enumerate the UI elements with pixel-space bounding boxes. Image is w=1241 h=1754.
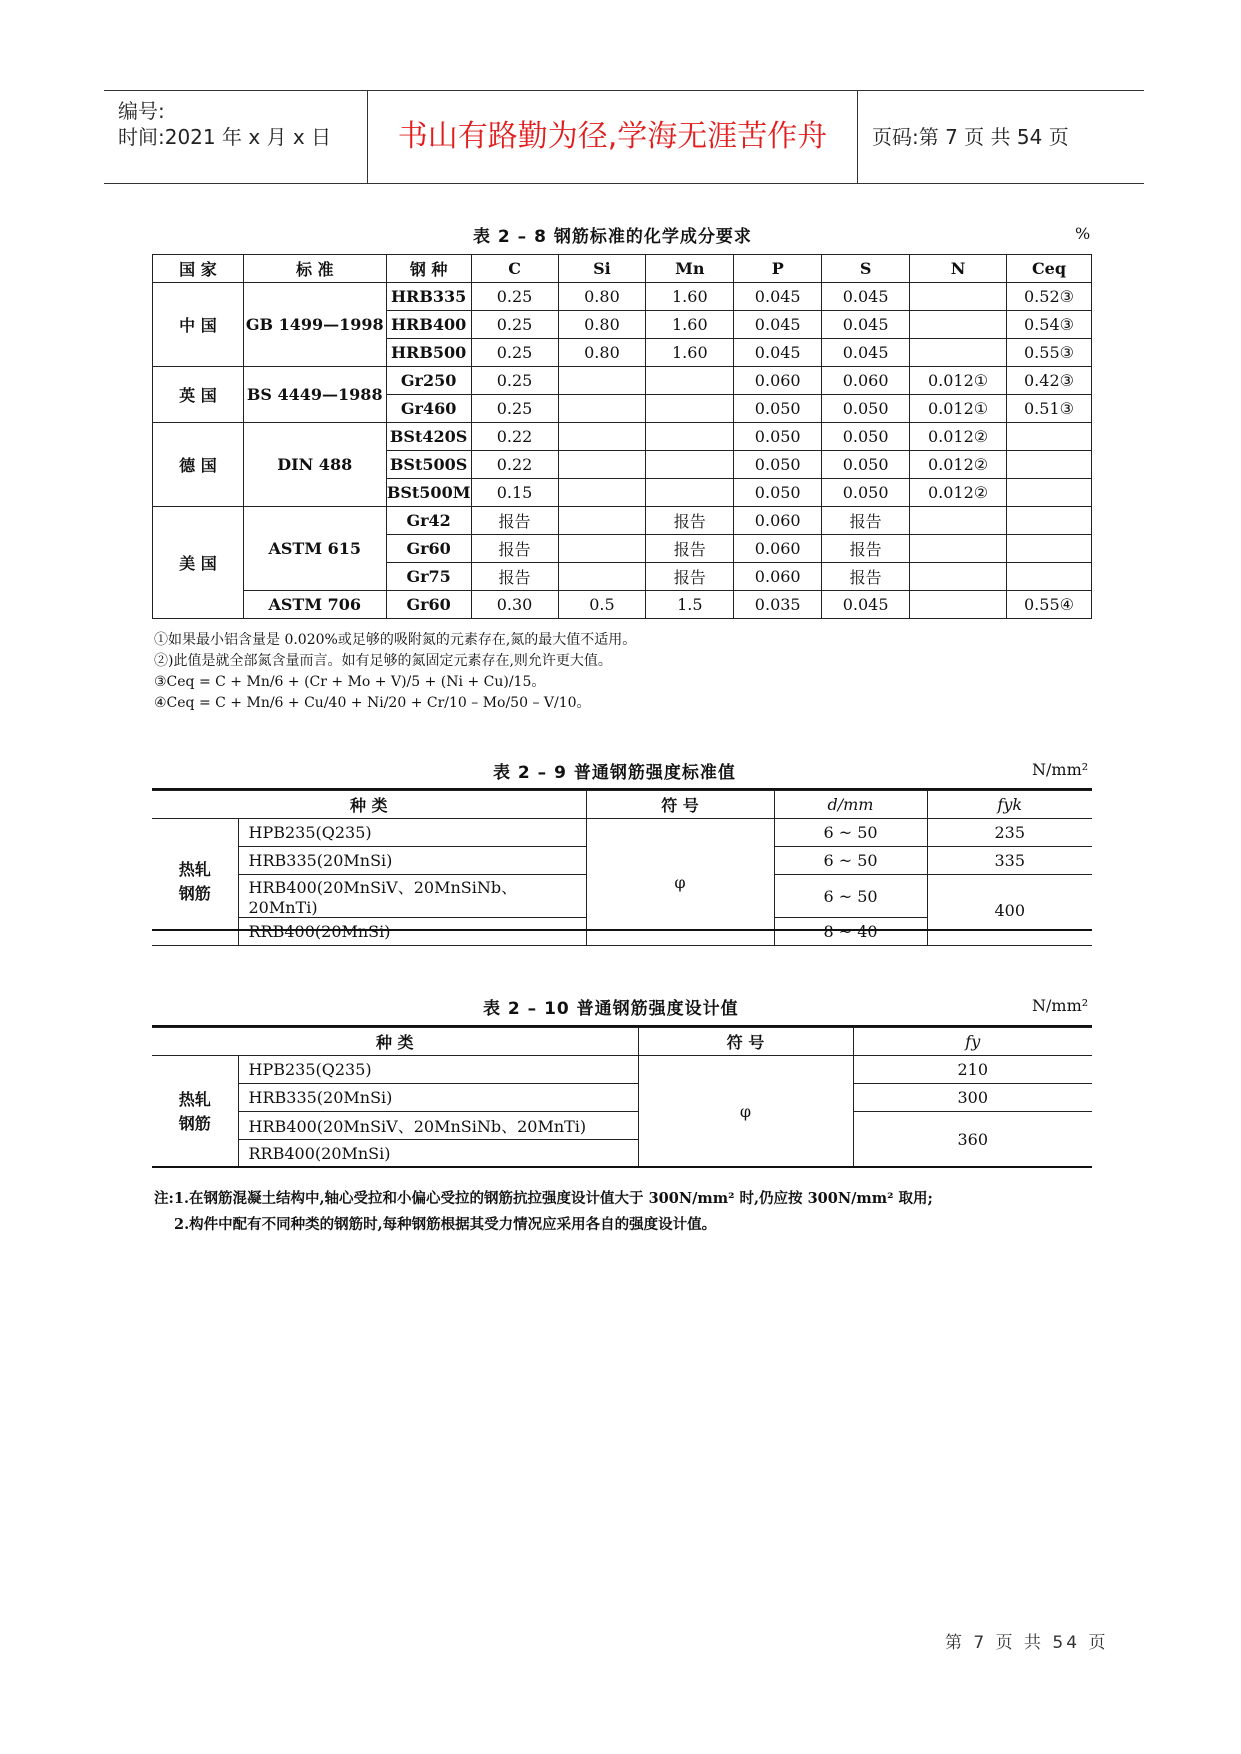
n-cell: 0.012② xyxy=(910,479,1007,507)
mn-cell: 报告 xyxy=(646,563,734,591)
standard-cell: GB 1499—1998 xyxy=(243,283,386,367)
mn-cell xyxy=(646,479,734,507)
group-label-line2: 钢筋 xyxy=(178,884,211,903)
p-cell: 0.035 xyxy=(734,591,822,619)
table-2-9 xyxy=(152,790,1092,946)
n-cell xyxy=(910,535,1007,563)
type-cell: RRB400(20MnSi) xyxy=(238,1140,638,1168)
grade-cell: Gr75 xyxy=(386,563,471,591)
s-cell: 0.050 xyxy=(822,395,910,423)
si-cell xyxy=(558,395,646,423)
n-cell xyxy=(910,339,1007,367)
mn-cell: 报告 xyxy=(646,507,734,535)
s-cell: 报告 xyxy=(822,535,910,563)
ceq-cell xyxy=(1006,535,1091,563)
table-2-10-bottom-rule xyxy=(152,1166,1092,1168)
standard-cell: DIN 488 xyxy=(243,423,386,507)
table-2-10 xyxy=(152,1027,1092,1168)
table-row xyxy=(153,507,1092,535)
type-cell: HPB235(Q235) xyxy=(238,1056,638,1084)
n-cell: 0.012② xyxy=(910,423,1007,451)
group-label-line1: 热轧 xyxy=(178,860,211,879)
ceq-cell xyxy=(1006,451,1091,479)
fy-cell: 360 xyxy=(853,1112,1092,1168)
type-cell: RRB400(20MnSi) xyxy=(238,918,586,946)
fyk-cell: 335 xyxy=(927,847,1092,875)
table-row xyxy=(152,1084,1092,1112)
ceq-cell: 0.54③ xyxy=(1006,311,1091,339)
col-header-fy: fy xyxy=(853,1028,1092,1056)
grade-cell: BSt420S xyxy=(386,423,471,451)
n-cell: 0.012① xyxy=(910,395,1007,423)
col-header-s: S xyxy=(822,255,910,283)
n-cell xyxy=(910,283,1007,311)
si-cell xyxy=(558,507,646,535)
diameter-cell: 6 ~ 50 xyxy=(774,875,927,918)
p-cell: 0.050 xyxy=(734,451,822,479)
mn-cell: 1.60 xyxy=(646,339,734,367)
header-page-info: 页码:第 7 页 共 54 页 xyxy=(872,125,1069,149)
grade-cell: HRB335 xyxy=(386,283,471,311)
col-header-p: P xyxy=(734,255,822,283)
mn-cell: 1.60 xyxy=(646,311,734,339)
type-cell: HRB400(20MnSiV、20MnSiNb、20MnTi) xyxy=(238,1112,638,1140)
ceq-cell: 0.52③ xyxy=(1006,283,1091,311)
scanned-document xyxy=(148,210,1098,1260)
group-label-line1: 热轧 xyxy=(178,1089,211,1109)
ceq-cell: 0.55③ xyxy=(1006,339,1091,367)
note-4: ④Ceq = C + Mn/6 + Cu/40 + Ni/20 + Cr/10 – Mo/50 – V/10。 xyxy=(154,695,591,711)
table-row xyxy=(153,367,1092,395)
time-label: 时间:2021 年 x 月 x 日 xyxy=(118,125,332,149)
si-cell xyxy=(558,423,646,451)
p-cell: 0.045 xyxy=(734,283,822,311)
grade-cell: Gr60 xyxy=(386,591,471,619)
type-cell: HRB400(20MnSiV、20MnSiNb、20MnTi) xyxy=(238,875,586,918)
p-cell: 0.060 xyxy=(734,367,822,395)
grade-cell: BSt500M xyxy=(386,479,471,507)
diameter-cell: 6 ~ 50 xyxy=(774,819,927,847)
si-cell: 0.80 xyxy=(558,339,646,367)
s-cell: 报告 xyxy=(822,563,910,591)
si-cell xyxy=(558,367,646,395)
type-cell: HRB335(20MnSi) xyxy=(238,847,586,875)
standard-cell: BS 4449—1988 xyxy=(243,367,386,423)
note-3: ③Ceq = C + Mn/6 + (Cr + Mo + V)/5 + (Ni + Cu)/15。 xyxy=(154,674,546,690)
table-header-row xyxy=(153,255,1092,283)
page-footer: 第 7 页 共 54 页 xyxy=(945,1633,1109,1653)
table-row xyxy=(152,1112,1092,1140)
table-row xyxy=(152,1056,1092,1084)
standard-cell: ASTM 615 xyxy=(243,507,386,591)
note-1: 注:1.在钢筋混凝土结构中,轴心受拉和小偏心受拉的钢筋抗拉强度设计值大于 300N/mm² 时,仍应按 300N/mm² 取用; xyxy=(154,1190,933,1207)
p-cell: 0.050 xyxy=(734,395,822,423)
ceq-cell: 0.42③ xyxy=(1006,367,1091,395)
s-cell: 0.050 xyxy=(822,423,910,451)
country-cell: 德 国 xyxy=(153,423,244,507)
grade-cell: Gr460 xyxy=(386,395,471,423)
fyk-cell: 400 xyxy=(927,875,1092,946)
si-cell xyxy=(558,535,646,563)
si-cell xyxy=(558,563,646,591)
c-cell: 0.30 xyxy=(471,591,558,619)
ceq-cell: 0.55④ xyxy=(1006,591,1091,619)
n-cell xyxy=(910,591,1007,619)
grade-cell: BSt500S xyxy=(386,451,471,479)
c-cell: 0.22 xyxy=(471,423,558,451)
col-header-type: 种 类 xyxy=(152,791,586,819)
col-header-n: N xyxy=(910,255,1007,283)
mn-cell xyxy=(646,367,734,395)
note-2: 2.构件中配有不同种类的钢筋时,每种钢筋根据其受力情况应采用各自的强度设计值。 xyxy=(174,1216,717,1233)
c-cell: 0.25 xyxy=(471,283,558,311)
col-header-si: Si xyxy=(558,255,646,283)
s-cell: 0.045 xyxy=(822,591,910,619)
grade-cell: Gr60 xyxy=(386,535,471,563)
grade-cell: Gr250 xyxy=(386,367,471,395)
s-cell: 0.045 xyxy=(822,339,910,367)
table-2-8-unit: % xyxy=(1075,224,1091,243)
group-label xyxy=(152,1056,238,1168)
s-cell: 0.050 xyxy=(822,479,910,507)
ceq-cell xyxy=(1006,507,1091,535)
grade-cell: HRB400 xyxy=(386,311,471,339)
n-cell xyxy=(910,563,1007,591)
p-cell: 0.060 xyxy=(734,507,822,535)
col-header-standard: 标 准 xyxy=(243,255,386,283)
table-row xyxy=(152,819,1092,847)
col-header-diameter: d/mm xyxy=(774,791,927,819)
n-cell: 0.012② xyxy=(910,451,1007,479)
header-meta xyxy=(104,91,368,183)
s-cell: 0.045 xyxy=(822,283,910,311)
diameter-cell: 6 ~ 50 xyxy=(774,847,927,875)
table-2-8-title: 表 2 – 8 钢筋标准的化学成分要求 xyxy=(473,227,752,247)
col-header-ceq: Ceq xyxy=(1006,255,1091,283)
fyk-cell: 235 xyxy=(927,819,1092,847)
ceq-cell xyxy=(1006,423,1091,451)
col-header-mn: Mn xyxy=(646,255,734,283)
ceq-cell xyxy=(1006,563,1091,591)
table-2-9-title: 表 2 – 9 普通钢筋强度标准值 xyxy=(493,763,736,783)
si-cell xyxy=(558,451,646,479)
s-cell: 0.050 xyxy=(822,451,910,479)
table-2-8-notes xyxy=(154,630,636,714)
p-cell: 0.050 xyxy=(734,479,822,507)
p-cell: 0.045 xyxy=(734,311,822,339)
table-2-10-title: 表 2 – 10 普通钢筋强度设计值 xyxy=(483,999,739,1019)
table-2-10-unit: N/mm² xyxy=(1032,996,1089,1015)
col-header-type: 种 类 xyxy=(152,1028,638,1056)
s-cell: 报告 xyxy=(822,507,910,535)
type-cell: HRB335(20MnSi) xyxy=(238,1084,638,1112)
p-cell: 0.045 xyxy=(734,339,822,367)
s-cell: 0.060 xyxy=(822,367,910,395)
country-cell: 美 国 xyxy=(153,507,244,619)
group-label xyxy=(152,819,238,946)
c-cell: 报告 xyxy=(471,535,558,563)
s-cell: 0.045 xyxy=(822,311,910,339)
standard-cell: ASTM 706 xyxy=(243,591,386,619)
c-cell: 0.25 xyxy=(471,367,558,395)
si-cell: 0.5 xyxy=(558,591,646,619)
diameter-cell: 8 ~ 40 xyxy=(774,918,927,946)
table-2-10-notes xyxy=(154,1186,933,1238)
si-cell: 0.80 xyxy=(558,283,646,311)
type-cell: HPB235(Q235) xyxy=(238,819,586,847)
col-header-symbol: 符 号 xyxy=(638,1028,853,1056)
fy-cell: 300 xyxy=(853,1084,1092,1112)
col-header-country: 国 家 xyxy=(153,255,244,283)
table-2-8 xyxy=(152,254,1092,619)
col-header-grade: 钢 种 xyxy=(386,255,471,283)
mn-cell: 1.60 xyxy=(646,283,734,311)
c-cell: 0.25 xyxy=(471,395,558,423)
mn-cell: 报告 xyxy=(646,535,734,563)
col-header-fyk: fyk xyxy=(927,791,1092,819)
col-header-symbol: 符 号 xyxy=(586,791,774,819)
si-cell xyxy=(558,479,646,507)
table-row xyxy=(153,423,1092,451)
si-cell: 0.80 xyxy=(558,311,646,339)
n-cell: 0.012① xyxy=(910,367,1007,395)
ceq-cell: 0.51③ xyxy=(1006,395,1091,423)
mn-cell xyxy=(646,451,734,479)
table-row xyxy=(153,591,1092,619)
group-label-line2: 钢筋 xyxy=(178,1113,211,1133)
ceq-cell xyxy=(1006,479,1091,507)
c-cell: 0.25 xyxy=(471,339,558,367)
n-cell xyxy=(910,311,1007,339)
c-cell: 0.15 xyxy=(471,479,558,507)
symbol-cell: φ xyxy=(638,1056,853,1168)
fy-cell: 210 xyxy=(853,1056,1092,1084)
mn-cell: 1.5 xyxy=(646,591,734,619)
c-cell: 报告 xyxy=(471,563,558,591)
page-header xyxy=(104,90,1144,184)
note-2: ②)此值是就全部氮含量而言。如有足够的氮固定元素存在,则允许更大值。 xyxy=(154,653,612,669)
c-cell: 0.25 xyxy=(471,311,558,339)
country-cell: 中 国 xyxy=(153,283,244,367)
c-cell: 0.22 xyxy=(471,451,558,479)
grade-cell: Gr42 xyxy=(386,507,471,535)
symbol-cell: φ xyxy=(586,819,774,946)
mn-cell xyxy=(646,423,734,451)
p-cell: 0.060 xyxy=(734,563,822,591)
mn-cell xyxy=(646,395,734,423)
number-label: 编号: xyxy=(118,99,165,123)
grade-cell: HRB500 xyxy=(386,339,471,367)
p-cell: 0.050 xyxy=(734,423,822,451)
c-cell: 报告 xyxy=(471,507,558,535)
note-1: ①如果最小铝含量是 0.020%或足够的吸附氮的元素存在,氮的最大值不适用。 xyxy=(154,632,637,648)
table-row xyxy=(153,283,1092,311)
n-cell xyxy=(910,507,1007,535)
table-2-9-unit: N/mm² xyxy=(1032,760,1089,779)
table-2-9-bottom-rule xyxy=(152,929,1092,931)
header-motto: 书山有路勤为径,学海无涯苦作舟 xyxy=(368,91,858,183)
p-cell: 0.060 xyxy=(734,535,822,563)
table-2-8-body xyxy=(153,283,1092,619)
country-cell: 英 国 xyxy=(153,367,244,423)
col-header-c: C xyxy=(471,255,558,283)
